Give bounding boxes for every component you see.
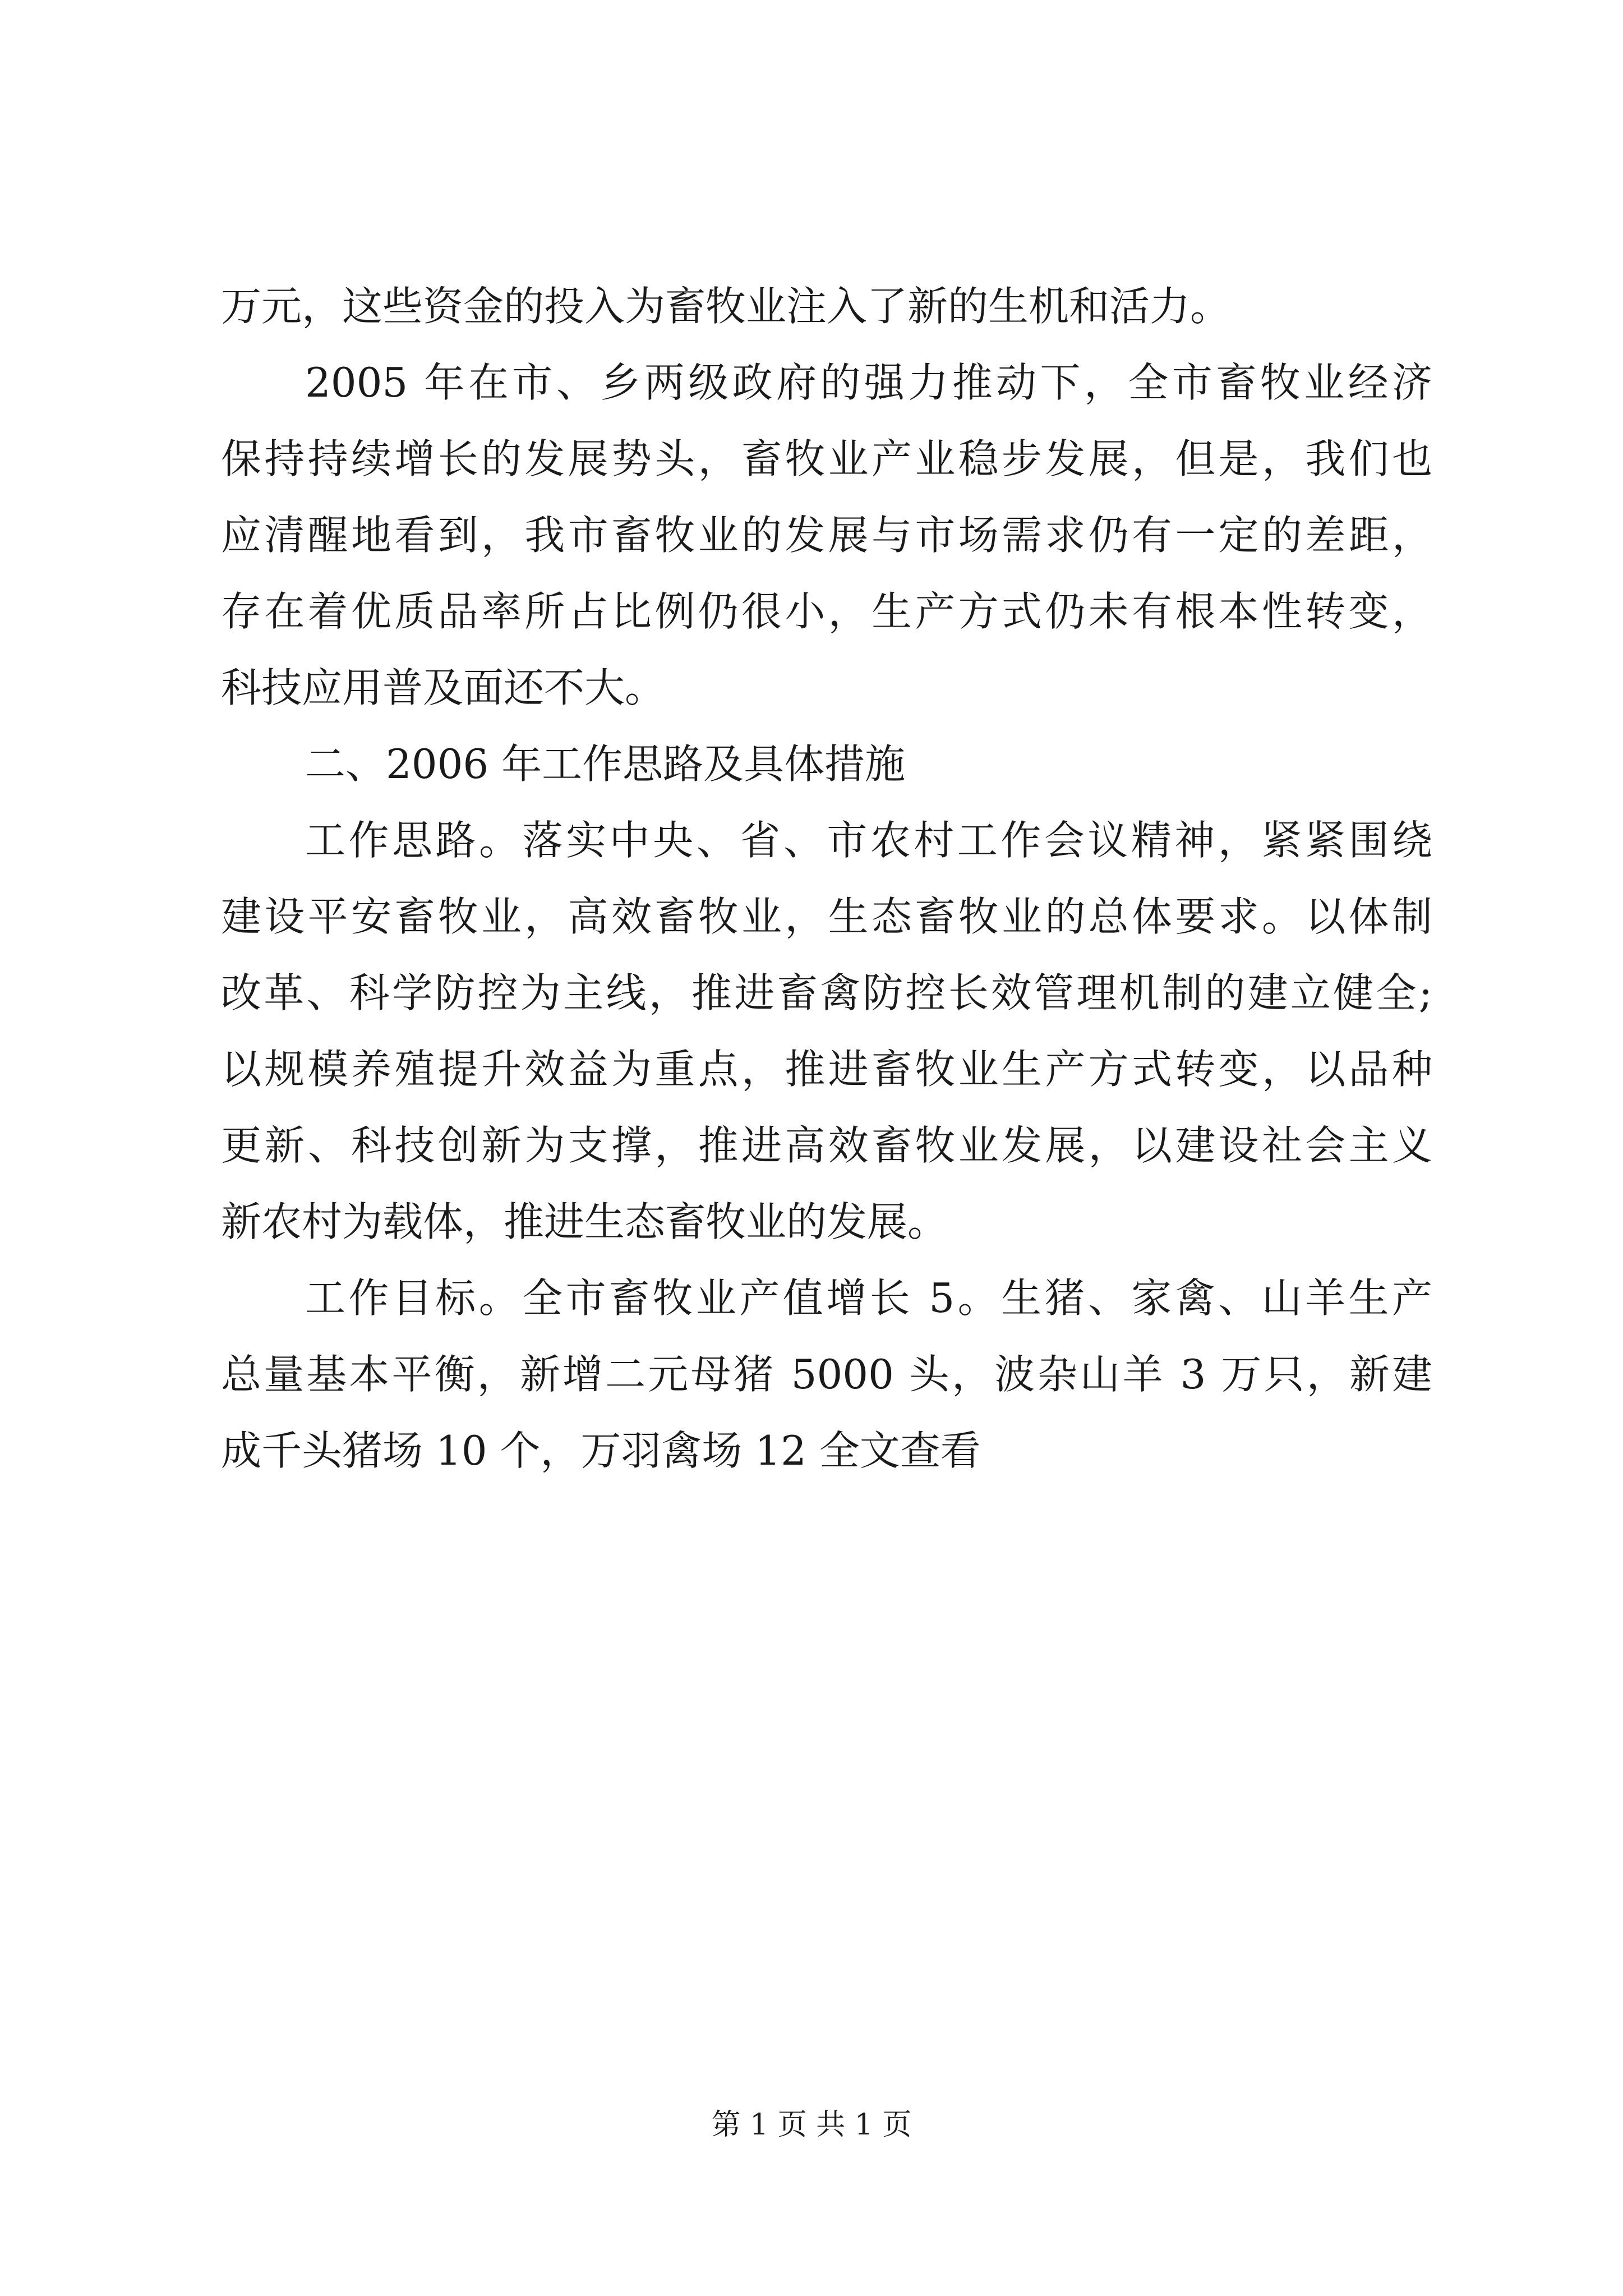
paragraph-line: 应清醒地看到，我市畜牧业的发展与市场需求仍有一定的差距， bbox=[221, 512, 1432, 559]
paragraph-line: 总量基本平衡，新增二元母猪 5000 头，波杂山羊 3 万只，新建 bbox=[221, 1351, 1432, 1398]
section-heading: 二、2006 年工作思路及具体措施 bbox=[305, 740, 906, 788]
paragraph-line: 改革、科学防控为主线，推进畜禽防控长效管理机制的建立健全; bbox=[221, 969, 1432, 1016]
paragraph-line: 存在着优质品率所占比例仍很小，生产方式仍未有根本性转变， bbox=[221, 588, 1432, 635]
paragraph-line: 2005 年在市、乡两级政府的强力推动下，全市畜牧业经济 bbox=[305, 359, 1432, 406]
paragraph-line: 保持持续增长的发展势头，畜牧业产业稳步发展，但是，我们也 bbox=[221, 435, 1432, 482]
paragraph-line: 工作思路。落实中央、省、市农村工作会议精神，紧紧围绕 bbox=[305, 817, 1432, 864]
paragraph-line: 以规模养殖提升效益为重点，推进畜牧业生产方式转变，以品种 bbox=[221, 1046, 1432, 1093]
paragraph-line: 更新、科技创新为支撑，推进高效畜牧业发展，以建设社会主义 bbox=[221, 1122, 1432, 1169]
document-body bbox=[221, 268, 1432, 1489]
paragraph-line: 科技应用普及面还不大。 bbox=[221, 664, 666, 711]
paragraph-line: 新农村为载体，推进生态畜牧业的发展。 bbox=[221, 1198, 948, 1245]
page-number-footer: 第 1 页 共 1 页 bbox=[711, 2108, 912, 2142]
paragraph-line: 工作目标。全市畜牧业产值增长 5。生猪、家禽、山羊生产 bbox=[305, 1274, 1432, 1322]
paragraph-line: 成千头猪场 10 个，万羽禽场 12 全文查看 bbox=[221, 1427, 981, 1474]
paragraph-line: 万元，这些资金的投入为畜牧业注入了新的生机和活力。 bbox=[221, 283, 1231, 330]
paragraph-line: 建设平安畜牧业，高效畜牧业，生态畜牧业的总体要求。以体制 bbox=[221, 893, 1432, 940]
